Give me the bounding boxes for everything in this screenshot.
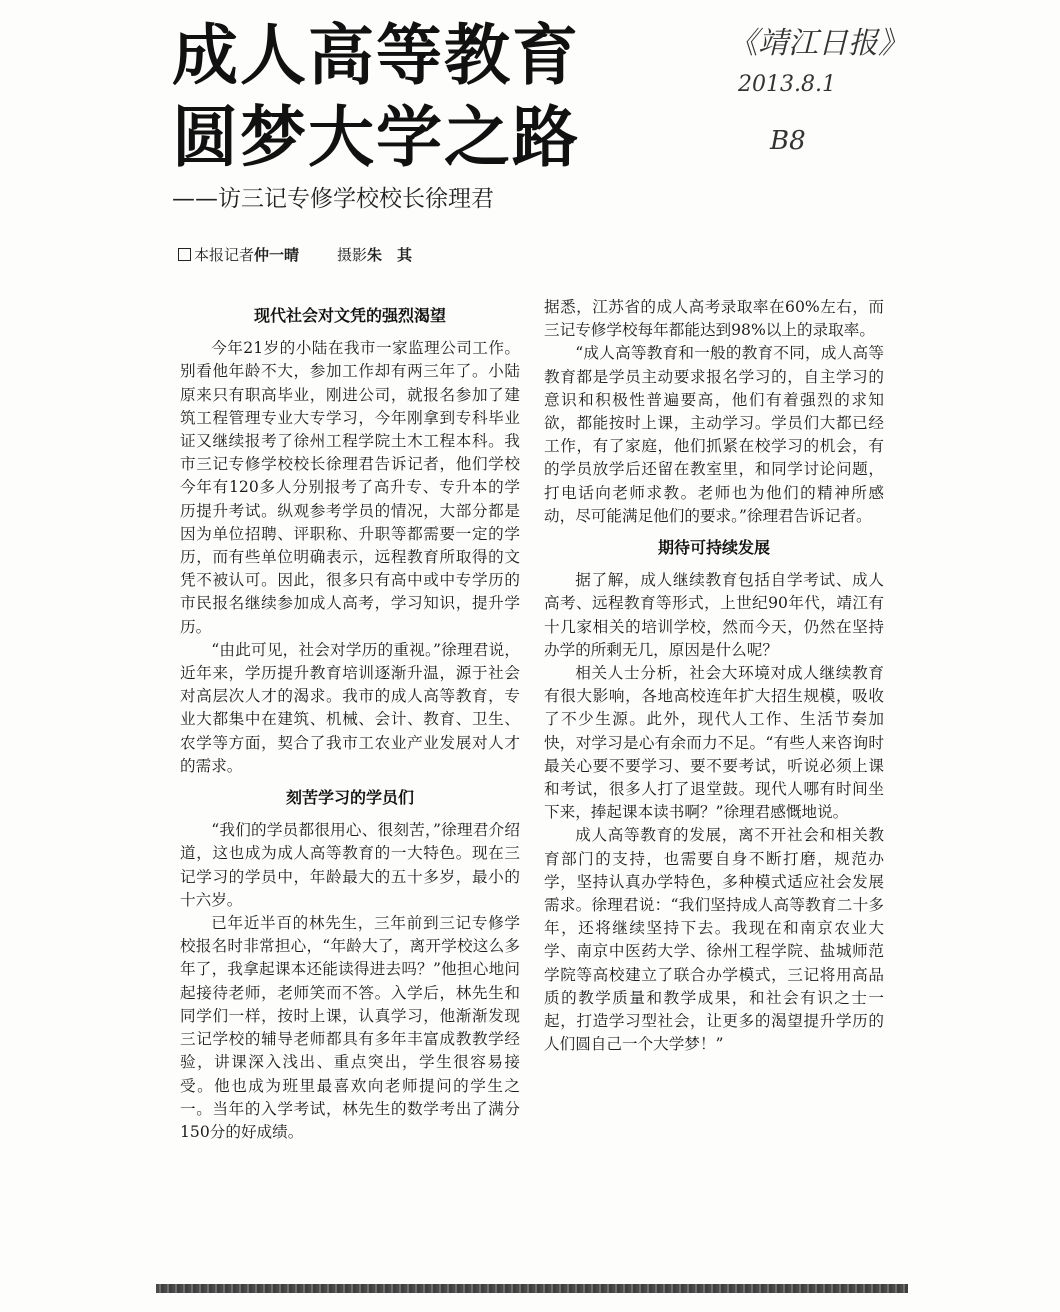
handwritten-page-number: B8	[770, 126, 806, 156]
section-heading: 现代社会对文凭的强烈渴望	[253, 306, 446, 325]
paragraph: 今年21岁的小陆在我市一家监理公司工作。别看他年龄不大，参加工作却有两三年了。小陆原来只有职高毕业，刚进公司，就报名参加了建筑工程管理专业大专学习，今年刚拿到专科毕业证又继续报考了徐州工程学院土木工程本科。我市三记专修学校校长徐理君告诉记者，他们学校今年有120多人分别报考了高升专、专升本的学历提升考试。纵观参考学员的情况，大部分都是因为单位招聘、评职称、升职等都需要一定的学历，而有些单位明确表示，远程教育所取得的文凭不被认可。因此，很多只有高中或中专学历的市民报名继续参加成人高考，学习知识，提升学历。	[180, 339, 520, 636]
headline-subtitle: ——访三记专修学校校长徐理君	[172, 186, 494, 212]
handwritten-paper-name: 《靖江日报》	[728, 26, 908, 61]
bottom-border-rule	[156, 1284, 908, 1293]
paragraph: 已年近半百的林先生，三年前到三记专修学校报名时非常担心，“年龄大了，离开学校这么多年了，我拿起课本还能读得进去吗？”他担心地问起接待老师，老师笑而不答。入学后，林先生和同学们一样，按时上课，认真学习，他渐渐发现三记学校的辅导老师都具有多年丰富成教教学经验，讲课深入浅出、重点突出，学生很容易接受。他也成为班里最喜欢向老师提问的学生之一。当年的入学考试，林先生的数学考出了满分150分的好成绩。	[180, 914, 520, 1141]
paragraph: 相关人士分析，社会大环境对成人继续教育有很大影响，各地高校连年扩大招生规模，吸收了不少生源。此外，现代人工作、生活节奏加快，对学习是心有余而力不足。“有些人来咨询时最关心要不要学习、要不要考试，听说必须上课和考试，很多人打了退堂鼓。现代人哪有时间坐下来，捧起课本读书啊？”徐理君感慨地说。	[544, 664, 884, 822]
paragraph: 据悉，江苏省的成人高考录取率在60%左右，而三记专修学校每年都能达到98%以上的录取率。	[544, 298, 884, 340]
paragraph: 据了解，成人继续教育包括自学考试、成人高考、远程教育等形式，上世纪90年代，靖江有十几家相关的培训学校，然而今天，仍然在坚持办学的所剩无几，原因是什么呢？	[544, 571, 884, 659]
handwritten-date: 2013.8.1	[738, 72, 836, 97]
paragraph: “由此可见，社会对学历的重视。”徐理君说，近年来，学历提升教育培训逐渐升温，源于社会对高层次人才的渴求。我市的成人高等教育，专业大都集中在建筑、机械、会计、教育、卫生、农学等方面，契合了我市工农业产业发展对人才的需求。	[180, 640, 520, 775]
section-heading: 刻苦学习的学员们	[285, 788, 414, 808]
photographer-name: 朱 其	[367, 246, 413, 264]
headline-line-2: 圆梦大学之路	[172, 99, 580, 176]
reporter-name: 仲一晴	[254, 246, 300, 264]
paragraph: “成人高等教育和一般的教育不同，成人高等教育都是学员主动要求报名学习的，自主学习的意识和积极性普遍要高，他们有着强烈的求知欲，都能按时上课，主动学习。学员们大都已经工作，有了家庭，他们抓紧在校学习的机会，有的学员放学后还留在教室里，和同学讨论问题，打电话向老师求教。老师也为他们的精神所感动，尽可能满足他们的要求。”徐理君告诉记者。	[544, 344, 884, 525]
article-column-left	[180, 296, 520, 1144]
article-column-right	[544, 296, 884, 1057]
paragraph: “我们的学员都很用心、很刻苦，”徐理君介绍道，这也成为成人高等教育的一大特色。现在三记学习的学员中，年龄最大的五十多岁，最小的十六岁。	[180, 821, 520, 909]
section-heading: 期待可持续发展	[657, 538, 770, 558]
byline	[178, 244, 412, 265]
photo-prefix: 摄影	[337, 246, 368, 264]
reporter-prefix: 本报记者	[194, 246, 255, 264]
paragraph: 成人高等教育的发展，离不开社会和相关教育部门的支持，也需要自身不断打磨，规范办学，坚持认真办学特色，多种模式适应社会发展需求。徐理君说：“我们坚持成人高等教育二十多年，还将继续坚持下去。我现在和南京农业大学、南京中医药大学、徐州工程学院、盐城师范学院等高校建立了联合办学模式，三记将用高品质的教学质量和教学成果，和社会有识之士一起，打造学习型社会，让更多的渴望提升学历的人们圆自己一个大学梦！”	[544, 826, 884, 1054]
square-bullet-icon	[178, 248, 191, 261]
headline-line-1: 成人高等教育	[172, 17, 580, 94]
